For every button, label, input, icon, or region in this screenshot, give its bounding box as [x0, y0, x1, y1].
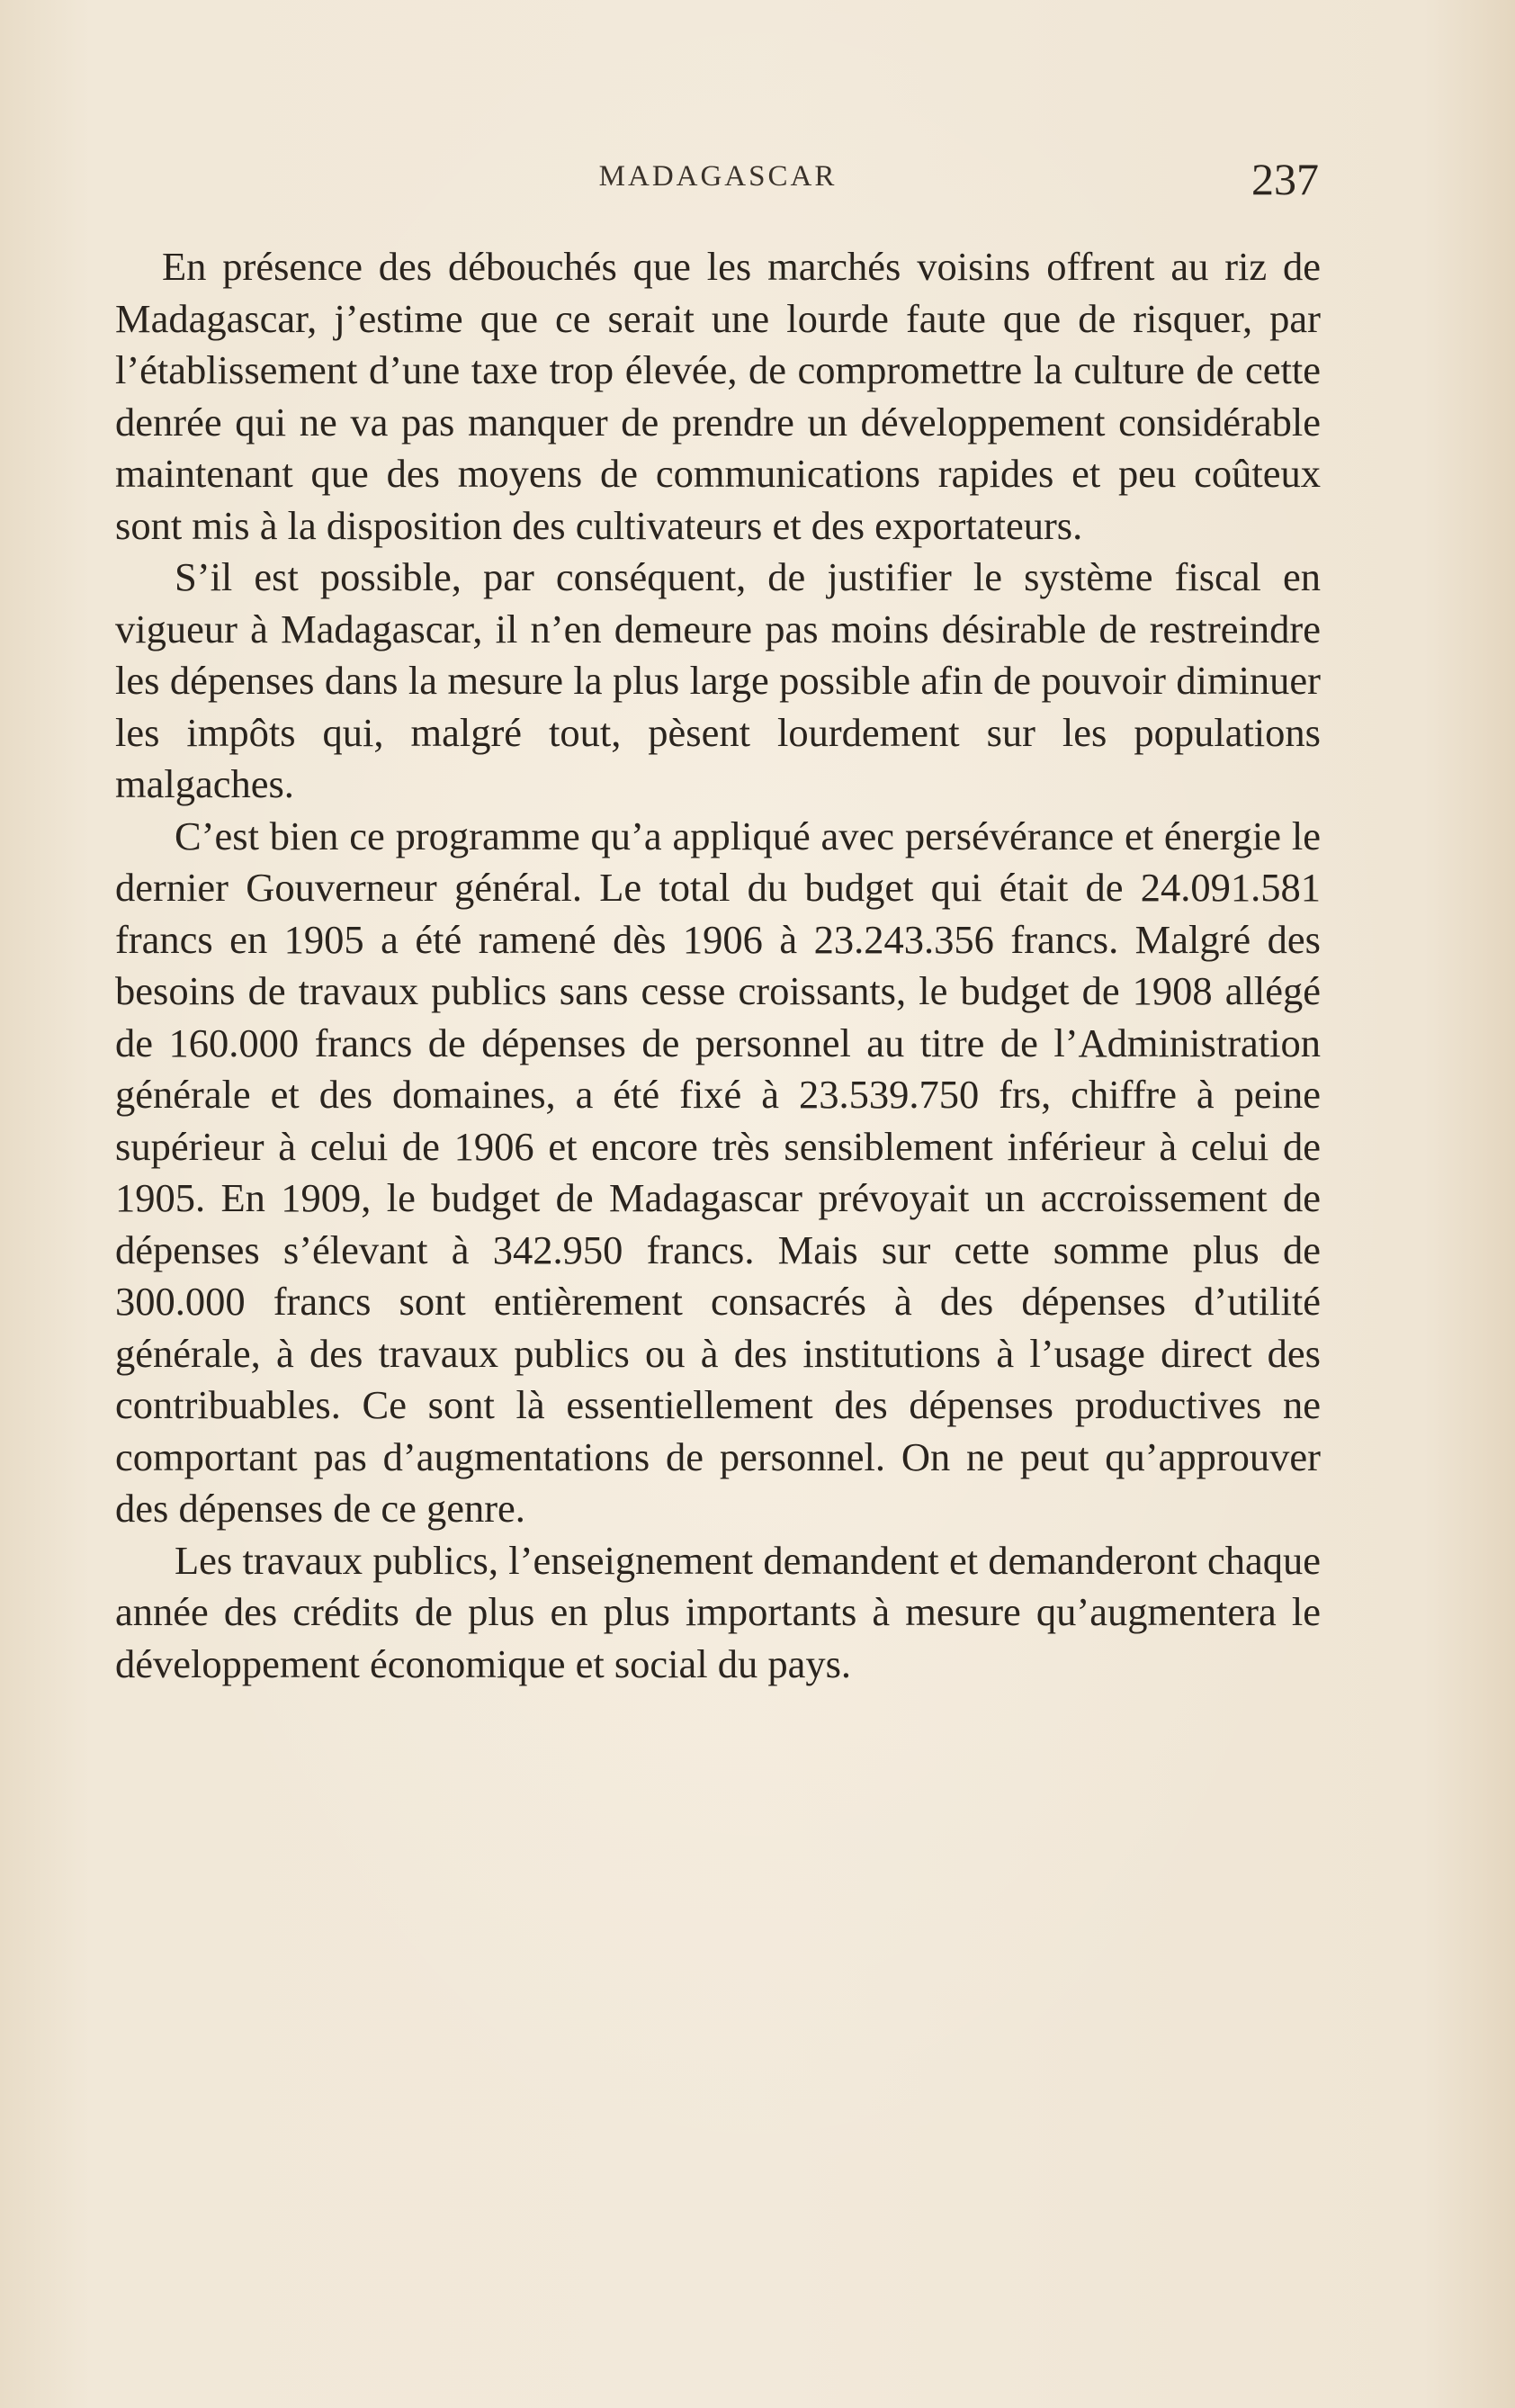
paragraph-3: C’est bien ce programme qu’a appliqué avec persévérance et énergie le dernier Gouverneur général. Le total du budget qui était de 24.091.581 francs en 1905 a été ramené dès 1906 à 23.243.356 francs. Malgré des besoins de travaux publics sans cesse croissants, le budget de 1908 allégé de 160.000 francs de dépenses de personnel au titre de l’Administration générale et des domaines, a été fixé à 23.539.750 frs, chiffre à peine supérieur à celui de 1906 et encore très sensiblement inférieur à celui de 1905. En 1909, le budget de Madagascar prévoyait un accroissement de dépenses s’élevant à 342.950 francs. Mais sur cette somme plus de 300.000 francs sont entièrement consacrés à des dépenses d’utilité générale, à des travaux publics ou à des institutions à l’usage direct des contribuables. Ce sont là essentiellement des dépenses productives ne comportant pas d’augmentations de personnel. On ne peut qu’approuver des dépenses de ce genre. [115, 813, 1321, 1531]
body-text [115, 241, 1321, 1690]
page-header [117, 153, 1319, 207]
paragraph-2: S’il est possible, par conséquent, de justifier le système fiscal en vigueur à Madagascar, il n’en demeure pas moins désirable de restreindre les dépenses dans la mesure la plus large possible afin de pouvoir diminuer les impôts qui, malgré tout, pèsent lourdement sur les populations malgaches. [115, 554, 1321, 806]
running-title: MADAGASCAR [598, 160, 838, 193]
page-number: 237 [1251, 154, 1319, 204]
paragraph-4: Les travaux publics, l’enseignement demandent et demanderont chaque année des crédits de plus en plus importants à mesure qu’augmentera le développement économique et social du pays. [115, 1537, 1321, 1686]
paragraph-1: En présence des débouchés que les marchés voisins offrent au riz de Madagascar, j’estime que ce serait une lourde faute que de risquer, par l’établissement d’une taxe trop élevée, de compromettre la culture de cette denrée qui ne va pas manquer de prendre un développement considérable maintenant que des moyens de communications rapides et peu coûteux sont mis à la disposition des cultivateurs et des exportateurs. [115, 244, 1321, 548]
